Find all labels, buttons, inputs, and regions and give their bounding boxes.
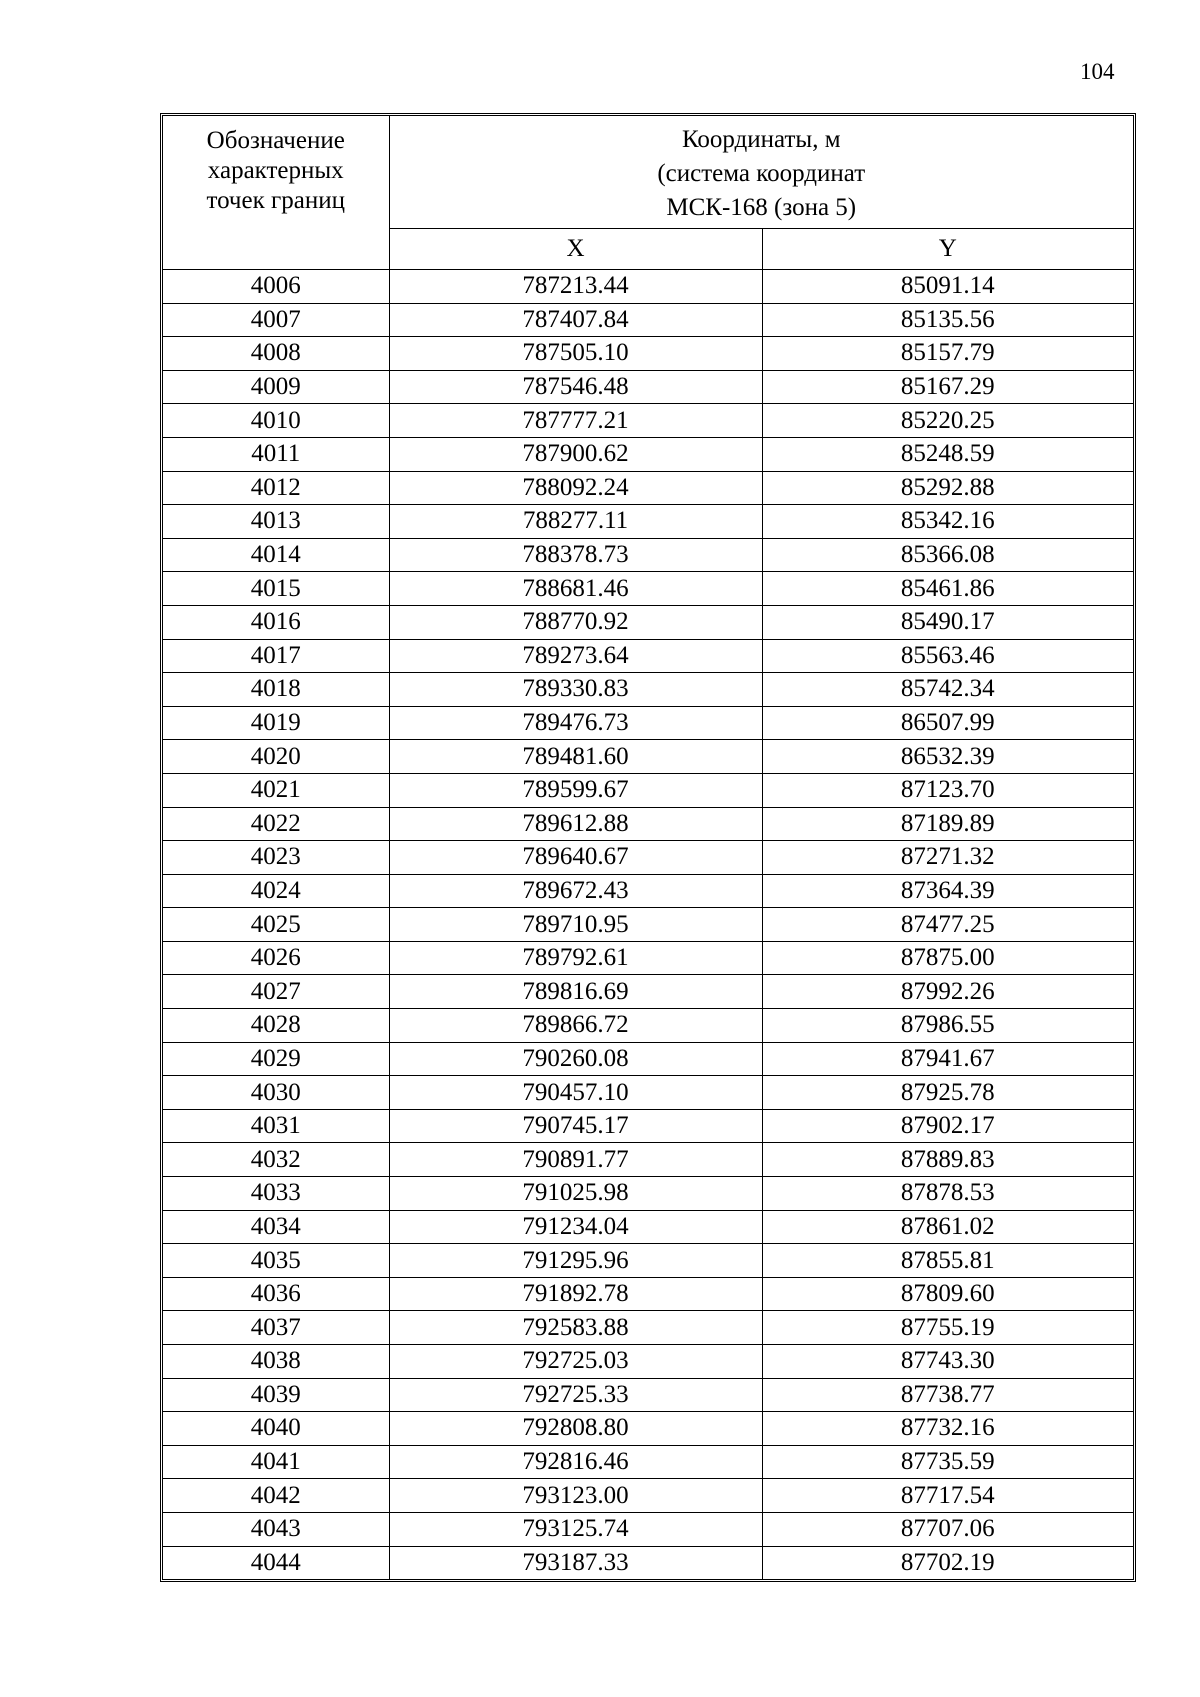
table-row <box>163 270 1133 304</box>
point-id-cell: 4024 <box>163 874 389 908</box>
y-coordinate-cell: 85292.88 <box>762 471 1133 505</box>
table-row <box>163 1109 1133 1143</box>
x-coordinate-cell: 792583.88 <box>389 1311 762 1345</box>
point-id-cell: 4027 <box>163 975 389 1009</box>
table-row <box>163 1345 1133 1379</box>
point-id-cell: 4028 <box>163 1009 389 1043</box>
table-row <box>163 1277 1133 1311</box>
point-id-cell: 4006 <box>163 270 389 304</box>
point-id-cell: 4018 <box>163 673 389 707</box>
y-coordinate-cell: 85157.79 <box>762 337 1133 371</box>
y-coordinate-cell: 87189.89 <box>762 807 1133 841</box>
y-coordinate-cell: 87717.54 <box>762 1479 1133 1513</box>
table-row <box>163 1479 1133 1513</box>
table-row <box>163 1546 1133 1579</box>
point-id-cell: 4012 <box>163 471 389 505</box>
y-coordinate-cell: 87702.19 <box>762 1546 1133 1579</box>
point-id-cell: 4013 <box>163 505 389 539</box>
coords-header-line: (система координат <box>657 160 866 187</box>
table-row <box>163 1445 1133 1479</box>
x-coordinate-cell: 787213.44 <box>389 270 762 304</box>
x-coordinate-cell: 788681.46 <box>389 572 762 606</box>
point-id-cell: 4025 <box>163 908 389 942</box>
table-header-row <box>163 116 1133 229</box>
table-row <box>163 1009 1133 1043</box>
point-id-cell: 4032 <box>163 1143 389 1177</box>
x-coordinate-cell: 789710.95 <box>389 908 762 942</box>
x-coordinate-cell: 787900.62 <box>389 437 762 471</box>
y-coordinate-cell: 85135.56 <box>762 303 1133 337</box>
point-id-cell: 4035 <box>163 1244 389 1278</box>
table-row <box>163 706 1133 740</box>
point-id-cell: 4039 <box>163 1378 389 1412</box>
x-coordinate-cell: 789866.72 <box>389 1009 762 1043</box>
x-coordinate-cell: 787777.21 <box>389 404 762 438</box>
x-coordinate-cell: 790457.10 <box>389 1076 762 1110</box>
x-coordinate-cell: 791295.96 <box>389 1244 762 1278</box>
x-coordinate-cell: 789599.67 <box>389 773 762 807</box>
table-row <box>163 337 1133 371</box>
x-coordinate-cell: 789481.60 <box>389 740 762 774</box>
y-coordinate-cell: 86507.99 <box>762 706 1133 740</box>
y-coordinate-cell: 87743.30 <box>762 1345 1133 1379</box>
points-header-line: точек границ <box>206 187 345 214</box>
y-coordinate-cell: 85742.34 <box>762 673 1133 707</box>
x-coordinate-cell: 790260.08 <box>389 1042 762 1076</box>
point-id-cell: 4014 <box>163 538 389 572</box>
y-coordinate-cell: 87986.55 <box>762 1009 1133 1043</box>
coords-header-line: Координаты, м <box>681 126 841 153</box>
table-row <box>163 1412 1133 1446</box>
x-coordinate-cell: 789330.83 <box>389 673 762 707</box>
y-coordinate-cell: 87875.00 <box>762 941 1133 975</box>
points-header-line: Обозначение <box>206 127 345 154</box>
table-row <box>163 807 1133 841</box>
y-coordinate-cell: 87889.83 <box>762 1143 1133 1177</box>
table-row <box>163 1210 1133 1244</box>
point-id-cell: 4036 <box>163 1277 389 1311</box>
x-coordinate-cell: 788770.92 <box>389 605 762 639</box>
table-row <box>163 773 1133 807</box>
y-coordinate-cell: 85563.46 <box>762 639 1133 673</box>
x-coordinate-cell: 789672.43 <box>389 874 762 908</box>
point-id-cell: 4037 <box>163 1311 389 1345</box>
y-coordinate-cell: 87271.32 <box>762 841 1133 875</box>
y-coordinate-cell: 85167.29 <box>762 370 1133 404</box>
point-id-cell: 4020 <box>163 740 389 774</box>
x-coordinate-cell: 789273.64 <box>389 639 762 673</box>
table-row <box>163 1042 1133 1076</box>
x-coordinate-cell: 792808.80 <box>389 1412 762 1446</box>
x-coordinate-cell: 789792.61 <box>389 941 762 975</box>
point-id-cell: 4031 <box>163 1109 389 1143</box>
y-coordinate-cell: 87861.02 <box>762 1210 1133 1244</box>
point-id-cell: 4041 <box>163 1445 389 1479</box>
y-coordinate-cell: 87925.78 <box>762 1076 1133 1110</box>
point-id-cell: 4038 <box>163 1345 389 1379</box>
point-id-cell: 4029 <box>163 1042 389 1076</box>
point-id-cell: 4015 <box>163 572 389 606</box>
y-coordinate-cell: 87735.59 <box>762 1445 1133 1479</box>
x-coordinate-cell: 791025.98 <box>389 1177 762 1211</box>
y-coordinate-cell: 86532.39 <box>762 740 1133 774</box>
table-row <box>163 471 1133 505</box>
point-id-cell: 4017 <box>163 639 389 673</box>
table-row <box>163 740 1133 774</box>
x-coordinate-cell: 793187.33 <box>389 1546 762 1579</box>
y-coordinate-cell: 87477.25 <box>762 908 1133 942</box>
y-coordinate-cell: 85091.14 <box>762 270 1133 304</box>
x-coordinate-cell: 790745.17 <box>389 1109 762 1143</box>
point-id-cell: 4021 <box>163 773 389 807</box>
point-id-cell: 4011 <box>163 437 389 471</box>
table-row <box>163 1177 1133 1211</box>
x-coordinate-cell: 789640.67 <box>389 841 762 875</box>
table-row <box>163 841 1133 875</box>
table-row <box>163 673 1133 707</box>
points-column-header <box>163 116 389 270</box>
point-id-cell: 4008 <box>163 337 389 371</box>
y-coordinate-cell: 85220.25 <box>762 404 1133 438</box>
x-coordinate-cell: 792725.03 <box>389 1345 762 1379</box>
table-row <box>163 505 1133 539</box>
point-id-cell: 4040 <box>163 1412 389 1446</box>
point-id-cell: 4026 <box>163 941 389 975</box>
table-row <box>163 572 1133 606</box>
x-column-header: X <box>389 229 762 270</box>
table-row <box>163 538 1133 572</box>
point-id-cell: 4043 <box>163 1512 389 1546</box>
x-coordinate-cell: 792816.46 <box>389 1445 762 1479</box>
table-row <box>163 874 1133 908</box>
table-row <box>163 1143 1133 1177</box>
point-id-cell: 4010 <box>163 404 389 438</box>
table-row <box>163 1076 1133 1110</box>
coordinates-table-body <box>163 116 1133 1579</box>
point-id-cell: 4016 <box>163 605 389 639</box>
y-coordinate-cell: 87707.06 <box>762 1512 1133 1546</box>
y-coordinate-cell: 87738.77 <box>762 1378 1133 1412</box>
point-id-cell: 4007 <box>163 303 389 337</box>
y-coordinate-cell: 85461.86 <box>762 572 1133 606</box>
y-coordinate-cell: 85248.59 <box>762 437 1133 471</box>
table-row <box>163 303 1133 337</box>
coords-header-line: МСК-168 (зона 5) <box>666 194 857 221</box>
y-coordinate-cell: 87855.81 <box>762 1244 1133 1278</box>
table-row <box>163 639 1133 673</box>
x-coordinate-cell: 792725.33 <box>389 1378 762 1412</box>
x-coordinate-cell: 788378.73 <box>389 538 762 572</box>
x-coordinate-cell: 788092.24 <box>389 471 762 505</box>
coords-column-header <box>389 116 1133 229</box>
y-coordinate-cell: 85342.16 <box>762 505 1133 539</box>
x-coordinate-cell: 790891.77 <box>389 1143 762 1177</box>
x-coordinate-cell: 793123.00 <box>389 1479 762 1513</box>
y-coordinate-cell: 87755.19 <box>762 1311 1133 1345</box>
y-coordinate-cell: 87123.70 <box>762 773 1133 807</box>
points-header-line: характерных <box>207 157 344 184</box>
y-column-header: Y <box>762 229 1133 270</box>
page-number: 104 <box>1080 59 1115 84</box>
x-coordinate-cell: 787505.10 <box>389 337 762 371</box>
table-row <box>163 1378 1133 1412</box>
point-id-cell: 4034 <box>163 1210 389 1244</box>
y-coordinate-cell: 87992.26 <box>762 975 1133 1009</box>
table-row <box>163 370 1133 404</box>
x-coordinate-cell: 787546.48 <box>389 370 762 404</box>
point-id-cell: 4033 <box>163 1177 389 1211</box>
x-coordinate-cell: 787407.84 <box>389 303 762 337</box>
x-coordinate-cell: 789816.69 <box>389 975 762 1009</box>
y-coordinate-cell: 87902.17 <box>762 1109 1133 1143</box>
x-coordinate-cell: 791234.04 <box>389 1210 762 1244</box>
table-row <box>163 975 1133 1009</box>
table-row <box>163 404 1133 438</box>
coordinates-table <box>163 116 1133 1579</box>
x-coordinate-cell: 789612.88 <box>389 807 762 841</box>
y-coordinate-cell: 85490.17 <box>762 605 1133 639</box>
y-coordinate-cell: 87809.60 <box>762 1277 1133 1311</box>
y-coordinate-cell: 87732.16 <box>762 1412 1133 1446</box>
x-coordinate-cell: 793125.74 <box>389 1512 762 1546</box>
y-coordinate-cell: 87941.67 <box>762 1042 1133 1076</box>
y-coordinate-cell: 87878.53 <box>762 1177 1133 1211</box>
table-row <box>163 605 1133 639</box>
table-row <box>163 908 1133 942</box>
point-id-cell: 4019 <box>163 706 389 740</box>
table-row <box>163 437 1133 471</box>
table-row <box>163 1311 1133 1345</box>
table-row <box>163 941 1133 975</box>
table-row <box>163 1512 1133 1546</box>
point-id-cell: 4009 <box>163 370 389 404</box>
y-coordinate-cell: 85366.08 <box>762 538 1133 572</box>
point-id-cell: 4023 <box>163 841 389 875</box>
table-row <box>163 1244 1133 1278</box>
point-id-cell: 4042 <box>163 1479 389 1513</box>
y-coordinate-cell: 87364.39 <box>762 874 1133 908</box>
coordinates-table-frame <box>160 113 1136 1582</box>
point-id-cell: 4030 <box>163 1076 389 1110</box>
point-id-cell: 4022 <box>163 807 389 841</box>
x-coordinate-cell: 788277.11 <box>389 505 762 539</box>
x-coordinate-cell: 789476.73 <box>389 706 762 740</box>
x-coordinate-cell: 791892.78 <box>389 1277 762 1311</box>
point-id-cell: 4044 <box>163 1546 389 1579</box>
